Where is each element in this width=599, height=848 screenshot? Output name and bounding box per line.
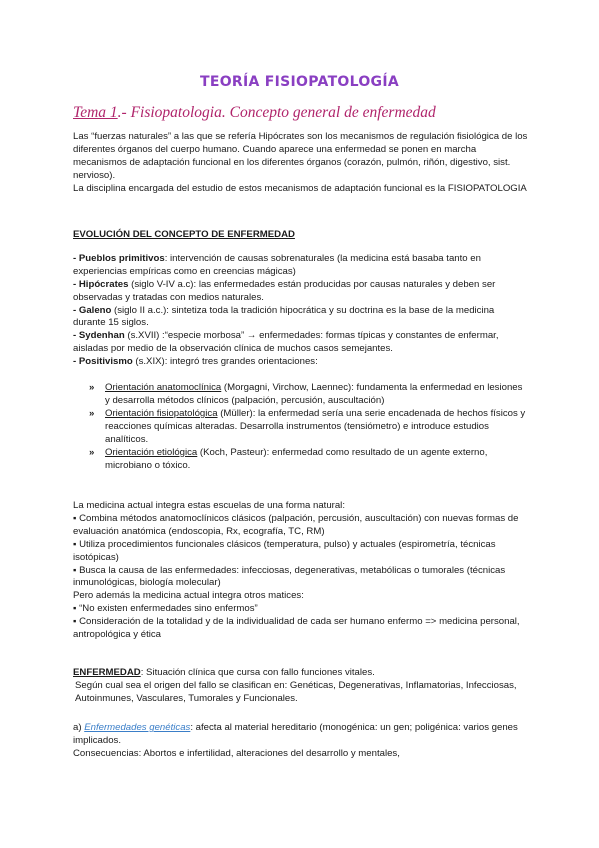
geneticas-link: Enfermedades genéticas [84, 722, 191, 733]
evolucion-block [73, 229, 528, 472]
item-text: (s.XIX): integró tres grandes orientaciones: [132, 356, 318, 368]
geneticas-block [73, 722, 528, 761]
document-title: TEORÍA FISIOPATOLOGÍA [199, 74, 399, 90]
actual-point: ▪ Utiliza procedimientos funcionales clásicos (temperatura, pulso) y actuales (espirometría, técnicas isotópicas) [73, 538, 496, 563]
geneticas-text: : afecta al material hereditario (monogénica: un gen; poligénica: varios genes implicados. [73, 722, 518, 746]
list-item [73, 447, 528, 473]
geneticas-letter: a) [73, 722, 82, 733]
item-text: (siglo II a.c.): sintetiza toda la tradición hipocrática y su doctrina es la base de la medicina durante 15 siglos. [73, 304, 495, 329]
actual-point: ▪ Consideración de la totalidad y de la individualidad de cada ser humano enfermo => medicina personal, antropológica y ética [73, 616, 520, 641]
actual-lead-2: Pero además la medicina actual integra otros matices: [73, 590, 304, 602]
item-name: - Positivismo [73, 356, 133, 368]
bullet-icon: » [89, 407, 95, 419]
orientacion-name: Orientación etiológica [105, 446, 198, 458]
geneticas-consecuencias: Consecuencias: Abortos e infertilidad, alteraciones del desarrollo y mentales, [73, 747, 400, 759]
actual-lead: La medicina actual integra estas escuelas de una forma natural: [73, 500, 345, 511]
intro-paragraph-2: La disciplina encargada del estudio de estos mecanismos de adaptación funcional es la FISIOPATOLOGIA [73, 182, 527, 194]
enfermedad-term: ENFERMEDAD [73, 667, 141, 678]
item-name: - Sydenhan [73, 330, 125, 342]
evolucion-heading: EVOLUCIÓN DEL CONCEPTO DE ENFERMEDAD [73, 229, 295, 240]
evolucion-item [73, 330, 528, 356]
item-text: : intervención de causas sobrenaturales (la medicina está basaba tanto en experiencias empíricas como en creencias mágicas) [73, 252, 481, 277]
item-name: - Galeno [73, 304, 112, 316]
section-title-text: .- Fisiopatologia. Concepto general de enfermedad [117, 104, 436, 121]
actual-block [73, 500, 528, 642]
orientacion-name: Orientación fisiopatológica [105, 407, 218, 419]
orientacion-text: (Koch, Pasteur): enfermedad como resultado de un agente externo, microbiano o tóxico. [105, 446, 488, 471]
enfermedad-clasificacion: Según cual sea el origen del fallo se clasifican en: Genéticas, Degenerativas, Inflamatorias, Infecciosas, Autoinmunes, Vasculares, Tumorales y Funcionales. [75, 679, 517, 704]
bullet-icon: » [89, 446, 95, 458]
enfermedad-block [73, 667, 528, 706]
list-item [73, 382, 528, 408]
item-text: (s.XVII) :“especie morbosa” → enfermedades: formas típicas y constantes de enfermar, aisladas por medio de la observación clínica de muchos casos semejantes. [73, 330, 499, 355]
list-item [73, 408, 528, 447]
evolucion-item [73, 356, 528, 369]
orientaciones-list [73, 382, 528, 472]
actual-point: ▪ Combina métodos anatomoclínicos clásicos (palpación, percusión, auscultación) con nuevas formas de evaluación anatómica (endoscopia, Rx, ecografía, TC, RM) [73, 512, 519, 537]
section-number: Tema 1 [73, 104, 118, 121]
item-text: (siglo V-IV a.c): las enfermedades están producidas por causas naturales y deben ser observadas y tratadas con medios naturales. [73, 278, 496, 303]
orientacion-name: Orientación anatomoclínica [105, 382, 222, 394]
item-name: - Pueblos primitivos [73, 252, 165, 264]
orientacion-text: (Morgagni, Virchow, Laennec): fundamenta la enfermedad en lesiones y desarrolla métodos clínicos (palpación, percusión, auscultación) [105, 382, 523, 406]
enfermedad-definition [73, 667, 528, 680]
evolucion-item [73, 279, 528, 305]
enfermedad-def: : Situación clínica que cursa con fallo funciones vitales. [140, 667, 375, 678]
evolucion-item [73, 305, 528, 331]
intro-paragraph-1: Las “fuerzas naturales” a las que se refería Hipócrates son los mecanismos de regulación fisiológica de los diferentes órganos del cuerpo humano. Cuando aparece una enfermedad se ponen en marcha mecanismos de adaptación funcional en los diferentes órganos (corazón, pulmón, riñón, digestivo, sist. nervioso). [73, 131, 528, 181]
section-title [73, 104, 436, 122]
actual-point: ▪ Busca la causa de las enfermedades: infecciosas, degenerativas, metabólicas o tumorales (técnicas inmunológicas, biología molecular) [73, 564, 506, 589]
orientacion-text: (Müller): la enfermedad sería una serie encadenada de hechos físicos y reacciones químicas alteradas. Desarrolla instrumentos (tensiómetro) e introduce estudios analíticos. [105, 407, 526, 445]
item-name: - Hipócrates [73, 278, 129, 290]
geneticas-paragraph [73, 722, 528, 748]
bullet-icon: » [89, 382, 95, 394]
intro-block [73, 131, 528, 196]
actual-point: ▪ “No existen enfermedades sino enfermos” [73, 603, 258, 615]
evolucion-item [73, 253, 528, 279]
